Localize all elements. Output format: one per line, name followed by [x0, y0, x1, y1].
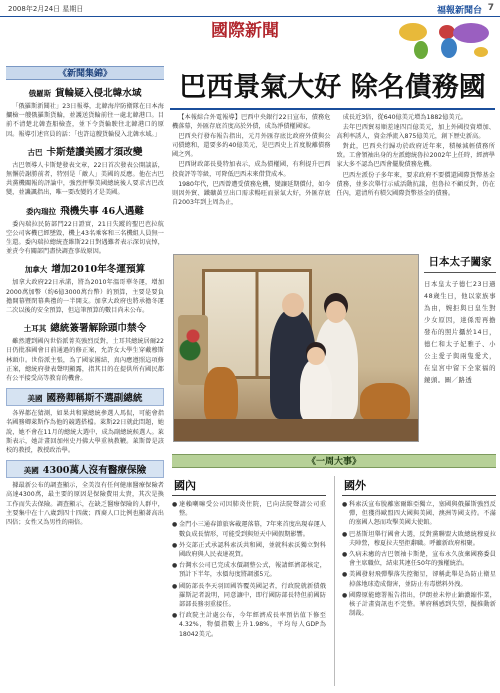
article-paragraph: 巴西財政部長曼特加表示，成為債權國，有利提升巴西投資評等等級，可降低巴西未來借貸成本。	[172, 161, 331, 178]
article-paragraph: 1980年代，巴西曾遭受債務危機，變讓延期償付，如今則因外貿、鐵礦黃豆出口需求暢旺而景氣大好，外匯存底自2003年到上周為止，	[172, 180, 331, 206]
week-events-bar: 《一周大事》	[172, 454, 496, 468]
map-continent-asia	[453, 23, 489, 43]
domestic-title: 國內	[172, 476, 326, 496]
event-item: ● 達賴喇嘛受公司因肺炎住院，已向法院聲請公司重整。	[172, 500, 326, 518]
section-title: 國際新聞	[211, 21, 279, 41]
digest-country-tag: 美國	[27, 394, 43, 404]
digest-country-tag: 美國	[23, 466, 39, 476]
article-paragraph: 巴西央行發布報告指出，元月外匯存底比政府外債與公司債總和，還要多約40億美元，是巴西史上首度脫離債務國之列。	[172, 133, 331, 159]
digest-title: 增加2010年冬運預算	[51, 264, 146, 276]
paper-name: 福報新聞台	[436, 6, 482, 16]
news-digest-column	[6, 66, 164, 686]
digest-headline	[6, 203, 164, 217]
photo-caption-box	[424, 254, 496, 442]
article-paragraph: 成長近3倍，從640億美元增為1882億美元。	[342, 114, 467, 121]
article-paragraph: 【本報綜合外電報導】巴西中央銀行22日宣布，債務危機落幕，外匯存底首度高於外債，成為淨債權國家。	[172, 114, 331, 131]
photo-head-prince	[282, 293, 304, 317]
caption-title: 日本太子闔家	[424, 254, 496, 273]
royal-family-photo	[173, 254, 419, 442]
digest-body: 委內瑞拉民防部門22日證實，21日失蹤的聖巴芭拉航空公司客機已經墜毀，機上43名乘客和三名機組人員無一生還。委內瑞拉總統查維斯22日對遇難者表示深切哀悼，並責令有關部門盡快調查事故原因。	[6, 220, 164, 256]
page-number: 7	[487, 3, 494, 13]
foreign-title: 國外	[342, 476, 496, 496]
event-item: ● 國防部長李天羽回國答覆英國記者，行政院就新債俄羅斯記者說明，同意讓中，即行國防部長特但前國防部部長務羽重接任。	[172, 582, 326, 610]
main-headline: 巴西景氣大好 除名債務國	[179, 72, 486, 103]
digest-body: 各界都在猜測，如果共和黨總統參選人馬侃，可能會指名國務卿萊斯作為他的競選搭檔。萊斯22日就此問題，她說，她不會在11月的總統大選中，成為副總統候選人。萊斯表示，她計畫回加州史丹佛大學重執教鞭。萊斯曾是該校的教授，教授政治學。	[6, 410, 164, 455]
article-paragraph: 巴西左派份子多年來，要求政府不要償還國際貨幣基金債務，並多次舉行示威活動抗議，但魯拉不顧反對，仍在任內，還清所有積欠國際貨幣基金的債務。	[336, 171, 495, 197]
map-continent-africa	[441, 38, 457, 58]
article-column-2	[337, 113, 496, 249]
digest-country-tag: 古巴	[27, 147, 43, 157]
map-continent-oceania	[474, 47, 488, 57]
main-article	[172, 113, 495, 249]
article-paragraph: 去年巴西貿易順差達四百億美元，加上外國投資增加、高利率誘人，資金淨流入875億美元，創下歷史新高。	[336, 124, 495, 141]
article-paragraph: 對此，巴西央行歸功於政府近年來，積極減輕債務所致。工會領袖出身的左派總統魯拉2002年上任時，經濟學家大多不認為巴西會擺脫債務危機。	[336, 143, 495, 169]
digest-headline	[6, 144, 164, 158]
event-item: ● 外交部正式承認科索沃共和國，並就科索沃獨立對科國政府與人民表達祝賀。	[172, 541, 326, 559]
digest-title: 國務卿稱斯不選副總統	[46, 393, 143, 405]
event-item: ● 巴基斯坦舉行國會大選，反對黨聯盟大敗總統穆夏拉夫陣營，穆夏拉夫堅拒辭職。呼籲新政府相聚。	[342, 530, 496, 548]
header-rule	[0, 16, 500, 17]
digest-headline	[6, 261, 164, 275]
digest-body: 據最新公布的調查顯示，全美沒有任何健康醫療保險者高達4300萬，最主要的原因是保險費用太貴，其次是換工作而失去保險。調查顯示，在缺乏醫療保險的人群中，主要集中在十八歲到四十四歲；西裔人口比例也顯著高出四倍；女性又為男性的兩倍。	[6, 482, 164, 527]
event-item: ● 科索沃宣布脫離塞爾維亞獨立，塞國與俄羅斯強烈反彈，但獲得歐盟四大國與美國、澳洲等國支持。不滿的塞國人怒而攻擊美國大使館。	[342, 500, 496, 528]
event-item: ● 美國發射飛彈擊落失控衛星，卻稱此舉是為防止衛星掉落地球造成傷害，並防止有毒燃料外洩。	[342, 570, 496, 588]
digest-headline	[6, 460, 164, 478]
photo-dog-left	[204, 367, 238, 425]
digest-title: 總統簽署解除頭巾禁令	[50, 323, 147, 335]
foreign-list	[342, 500, 496, 618]
domestic-events	[172, 476, 326, 688]
headline-rule	[170, 108, 495, 110]
event-item: ● 金門小三通春節旅客載運落幕，7年來首度出現春運人數負成長情形，可能受到與短天中國假期影響。	[172, 520, 326, 538]
world-map-icon	[395, 18, 495, 60]
event-item: ● 台灣水公司已完成水價調整公式，報請經濟部核定，預計下半年，水價每度將調漲5元。	[172, 561, 326, 579]
caption-body: 日本皇太子德仁23日過48歲生日，他以家族事為由，婉拒與日皇生對少女原因，達係需再擔發布的照片攝於14日，德仁和太子妃雅子、小公主愛子與兩隻愛犬，在皇宮中留下全家福的鏡頭。圖／路透	[424, 280, 496, 384]
digest-headline	[6, 320, 164, 334]
map-continent-north-america	[399, 23, 427, 41]
event-item: ● 久病未癒的古巴領袖卡斯楚，宣布永久放棄國務委員會主席職位，結束其連任50年的強權統治。	[342, 550, 496, 568]
digest-title: 貨輪疑入侵北韓水域	[55, 88, 142, 99]
digest-title: 4300萬人沒有醫療保險	[42, 465, 147, 477]
digest-body: 雖然遭到國內世俗派菁英強烈反對，土耳其總統居爾22日仍批准國會日前通過的修正案，允許女大學生穿戴穆斯林頭巾。世俗派主張，為了國家團結，真內應遵照這項修正案，總統府發表聲明顯露，指其目的在提供所有國民都有公平接受高等教育的機會。	[6, 338, 164, 383]
news-digest-list	[6, 85, 164, 527]
digest-headline	[6, 85, 164, 99]
digest-body: 加拿大政府22日承諾，將為2010年溫哥華冬運，增加2000萬加幣（約6億3000萬台幣）的預算，主要是要負擔開幕暨閉幕典禮的一半開支。加拿大政府也將承擔冬運二次以後的安全預算，但這筆預算的數目尚未公布。	[6, 279, 164, 315]
map-continent-europe	[439, 25, 455, 39]
digest-country-tag: 加拿大	[24, 265, 48, 275]
foreign-events	[342, 476, 496, 688]
digest-body: 「俄羅斯新聞社」23日報導，北韓海岸防衛隊在日本海攔檢一艘俄羅斯貨輪，並護送貨輪前往一處北韓港口。目前不清楚北韓查船檢查，並下令貨輪駛往北韓港口的原因。報導引述官員的話：「也許這艘貨輪侵入北韓水域。」	[6, 103, 164, 138]
map-continent-south-america	[414, 41, 428, 59]
event-item: ● 國際原能總署報告指出，伊朗並未停止鈾濃縮作業，核子計畫資訊也不完整。華府稱感到失望，擬推動新制裁。	[342, 591, 496, 619]
photo-flowers	[178, 315, 208, 385]
digest-country-tag: 俄羅斯	[28, 89, 52, 98]
news-digest-bar: 《新聞集錦》	[6, 66, 164, 80]
photo-dog-right	[360, 383, 410, 423]
digest-country-tag: 委內瑞拉	[26, 206, 57, 216]
week-divider	[334, 476, 335, 686]
photo-head-child	[307, 347, 325, 365]
event-item: ● 行政院主計處公布，今年經濟成長率預估值下修至4.32%，物價指數上升1.98%，平均每人GDP為18042美元。	[172, 611, 326, 639]
digest-title: 卡斯楚讚美國才須改變	[46, 146, 143, 158]
article-column-1	[172, 113, 331, 249]
photo-person-child	[300, 359, 332, 421]
digest-headline	[6, 388, 164, 406]
issue-date: 2008年2月24日 星期日	[8, 5, 84, 13]
photo-floor	[174, 419, 418, 441]
digest-body: 古巴領導人卡斯楚發表文章，22日首次發表公開談話，無懈於謝勝前者，特別是「敵人」美國的反應。他在古巴共黨機關報的評論中，強烈抨擊美國總統後人要求古巴改變，並譏諷指出，唯一要改變的才是美國。	[6, 161, 164, 197]
digest-title: 飛機失事 46人遇難	[60, 205, 144, 217]
photo-head-princess	[326, 301, 346, 323]
digest-country-tag: 土耳其	[23, 324, 47, 334]
domestic-list	[172, 500, 326, 639]
